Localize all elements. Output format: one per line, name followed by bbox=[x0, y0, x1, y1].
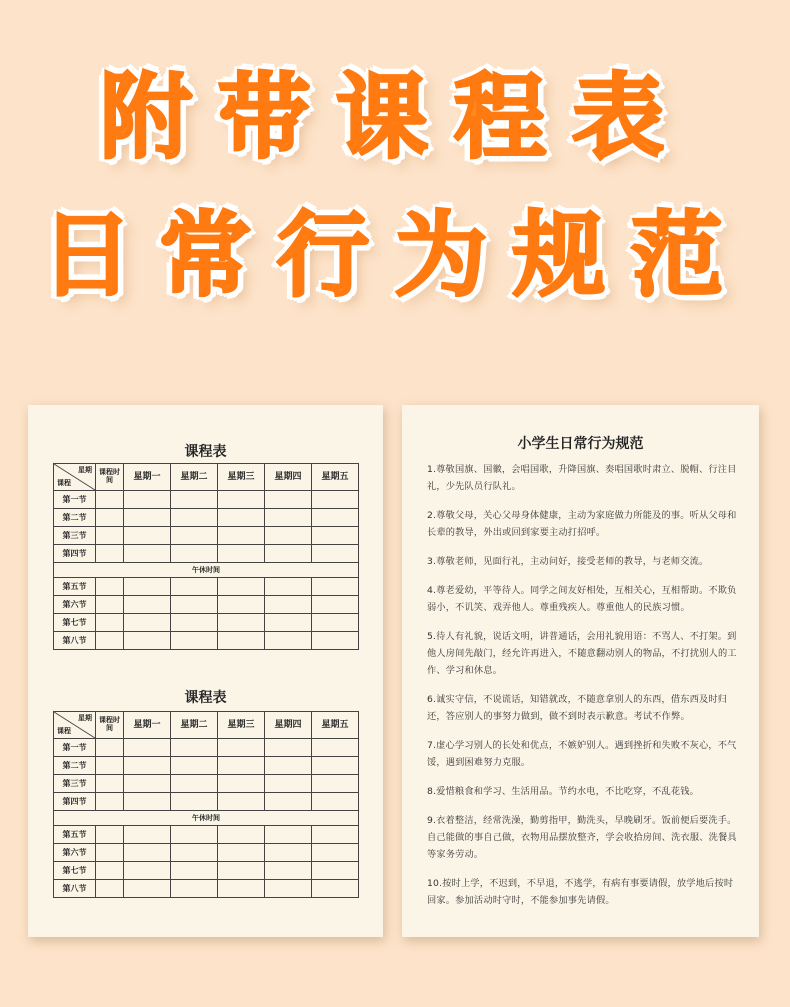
timetable-cell[interactable] bbox=[124, 527, 171, 545]
period-label: 第五节 bbox=[54, 578, 96, 596]
timetable-title: 课程表 bbox=[184, 690, 227, 706]
timetable-cell[interactable] bbox=[96, 739, 124, 757]
day-header: 星期五 bbox=[312, 464, 359, 491]
day-header: 星期三 bbox=[218, 464, 265, 491]
timetable-cell[interactable] bbox=[312, 862, 359, 880]
timetable-cell[interactable] bbox=[218, 739, 265, 757]
table-row bbox=[54, 509, 359, 527]
timetable-cell[interactable] bbox=[312, 826, 359, 844]
timetable-cell[interactable] bbox=[171, 739, 218, 757]
timetable-cell[interactable] bbox=[265, 491, 312, 509]
timetable-cell[interactable] bbox=[171, 757, 218, 775]
timetable-cell[interactable] bbox=[218, 880, 265, 898]
timetable-cell[interactable] bbox=[265, 509, 312, 527]
period-label: 第七节 bbox=[54, 614, 96, 632]
timetable-cell[interactable] bbox=[124, 775, 171, 793]
timetable-cell[interactable] bbox=[265, 596, 312, 614]
day-header: 星期一 bbox=[124, 712, 171, 739]
timetable-cell[interactable] bbox=[218, 844, 265, 862]
timetable-cell[interactable] bbox=[96, 632, 124, 650]
period-label: 第四节 bbox=[54, 545, 96, 563]
timetable-cell[interactable] bbox=[265, 880, 312, 898]
timetable-cell[interactable] bbox=[96, 614, 124, 632]
table-row bbox=[54, 614, 359, 632]
timetable-cell[interactable] bbox=[171, 775, 218, 793]
table-row bbox=[54, 578, 359, 596]
timetable-sheet bbox=[28, 405, 383, 937]
time-column-header: 课程时间 bbox=[96, 712, 124, 739]
timetable-cell[interactable] bbox=[124, 578, 171, 596]
timetable-cell[interactable] bbox=[171, 826, 218, 844]
timetable-cell[interactable] bbox=[218, 775, 265, 793]
day-header: 星期四 bbox=[265, 712, 312, 739]
rule-item: 8.爱惜粮食和学习、生活用品。节约水电，不比吃穿，不乱花钱。 bbox=[427, 786, 700, 797]
timetable-cell[interactable] bbox=[96, 527, 124, 545]
day-header: 星期二 bbox=[171, 712, 218, 739]
timetable-cell[interactable] bbox=[312, 527, 359, 545]
table-row bbox=[54, 739, 359, 757]
timetable-cell[interactable] bbox=[124, 596, 171, 614]
timetable-cell[interactable] bbox=[265, 614, 312, 632]
timetable-cell[interactable] bbox=[96, 844, 124, 862]
timetable-cell[interactable] bbox=[124, 826, 171, 844]
noon-break-row bbox=[54, 563, 359, 578]
timetable-cell[interactable] bbox=[124, 793, 171, 811]
behavior-norms-sheet bbox=[402, 405, 759, 937]
noon-break-label: 午休时间 bbox=[54, 563, 359, 578]
timetable-cell[interactable] bbox=[265, 739, 312, 757]
headline-behavior-norms: 日常行为规范 bbox=[40, 202, 749, 309]
timetable-cell[interactable] bbox=[124, 632, 171, 650]
timetable-cell[interactable] bbox=[312, 793, 359, 811]
timetable-cell[interactable] bbox=[265, 826, 312, 844]
rule-item: 6.诚实守信，不说谎话，知错就改，不随意拿别人的东西，借东西及时归还，答应别人的事努力做到，做不到时表示歉意。考试不作弊。 bbox=[427, 694, 728, 722]
period-label: 第一节 bbox=[54, 491, 96, 509]
period-label: 第八节 bbox=[54, 632, 96, 650]
rule-item: 1.尊敬国旗、国徽，会唱国歌，升降国旗、奏唱国歌时肃立、脱帽、行注目礼，少先队员行队礼。 bbox=[427, 464, 737, 492]
period-label: 第二节 bbox=[54, 509, 96, 527]
timetable-cell[interactable] bbox=[124, 844, 171, 862]
timetable-cell[interactable] bbox=[171, 880, 218, 898]
timetable-cell[interactable] bbox=[312, 509, 359, 527]
period-label: 第三节 bbox=[54, 775, 96, 793]
timetable-grid bbox=[53, 463, 359, 650]
header-row bbox=[54, 712, 359, 739]
timetable-cell[interactable] bbox=[218, 491, 265, 509]
timetable-cell[interactable] bbox=[96, 757, 124, 775]
timetable-cell[interactable] bbox=[218, 527, 265, 545]
timetable-cell[interactable] bbox=[265, 545, 312, 563]
timetable-cell[interactable] bbox=[218, 793, 265, 811]
timetable-cell[interactable] bbox=[124, 614, 171, 632]
rule-item: 7.虚心学习别人的长处和优点，不嫉妒别人。遇到挫折和失败不灰心，不气馁，遇到困难努力克服。 bbox=[427, 740, 737, 768]
table-row bbox=[54, 793, 359, 811]
timetable-cell[interactable] bbox=[171, 614, 218, 632]
table-row bbox=[54, 491, 359, 509]
table-row bbox=[54, 880, 359, 898]
timetable-cell[interactable] bbox=[171, 509, 218, 527]
period-label: 第五节 bbox=[54, 826, 96, 844]
period-label: 第一节 bbox=[54, 739, 96, 757]
timetable-cell[interactable] bbox=[218, 862, 265, 880]
timetable-cell[interactable] bbox=[312, 491, 359, 509]
timetable-cell[interactable] bbox=[124, 509, 171, 527]
rules-list bbox=[427, 461, 739, 921]
rule-item: 4.尊老爱幼，平等待人。同学之间友好相处，互相关心，互相帮助。不欺负弱小，不讥笑、戏弄他人。尊重残疾人。尊重他人的民族习惯。 bbox=[427, 585, 737, 613]
headline-timetable: 附带课程表 bbox=[99, 64, 690, 171]
table-row bbox=[54, 757, 359, 775]
timetable-cell[interactable] bbox=[312, 614, 359, 632]
timetable-cell[interactable] bbox=[312, 757, 359, 775]
timetable-grid bbox=[53, 711, 359, 898]
timetable-cell[interactable] bbox=[96, 880, 124, 898]
timetable-cell[interactable] bbox=[171, 793, 218, 811]
header-row bbox=[54, 464, 359, 491]
timetable-cell[interactable] bbox=[265, 775, 312, 793]
timetable-cell[interactable] bbox=[218, 826, 265, 844]
timetable-cell[interactable] bbox=[265, 844, 312, 862]
timetable-cell[interactable] bbox=[218, 578, 265, 596]
table-row bbox=[54, 775, 359, 793]
noon-break-label: 午休时间 bbox=[54, 811, 359, 826]
timetable-cell[interactable] bbox=[124, 757, 171, 775]
period-label: 第三节 bbox=[54, 527, 96, 545]
timetable-cell[interactable] bbox=[218, 632, 265, 650]
day-header: 星期四 bbox=[265, 464, 312, 491]
timetable-cell[interactable] bbox=[124, 739, 171, 757]
timetable-cell[interactable] bbox=[96, 862, 124, 880]
rule-item: 10.按时上学，不迟到，不早退，不逃学，有病有事要请假，放学地后按时回家。参加活动时守时，不能参加事先请假。 bbox=[427, 878, 734, 906]
timetable-cell[interactable] bbox=[312, 632, 359, 650]
rule-item: 5.待人有礼貌，说话文明，讲普通话，会用礼貌用语：不骂人、不打架。到他人房间先敲门，经允许再进入，不随意翻动别人的物品，不打扰别人的工作、学习和休息。 bbox=[427, 631, 737, 676]
table-row bbox=[54, 632, 359, 650]
period-label: 第七节 bbox=[54, 862, 96, 880]
timetable-cell[interactable] bbox=[218, 545, 265, 563]
timetable-cell[interactable] bbox=[218, 509, 265, 527]
day-header: 星期二 bbox=[171, 464, 218, 491]
timetable-cell[interactable] bbox=[312, 739, 359, 757]
timetable-cell[interactable] bbox=[312, 545, 359, 563]
table-row bbox=[54, 826, 359, 844]
timetable-cell[interactable] bbox=[265, 862, 312, 880]
period-label: 第八节 bbox=[54, 880, 96, 898]
timetable-cell[interactable] bbox=[96, 793, 124, 811]
day-header: 星期三 bbox=[218, 712, 265, 739]
rule-item: 3.尊敬老师，见面行礼，主动问好，接受老师的教导，与老师交流。 bbox=[427, 556, 709, 567]
table-row bbox=[54, 862, 359, 880]
timetable-cell[interactable] bbox=[312, 578, 359, 596]
table-row bbox=[54, 844, 359, 862]
rule-item: 9.衣着整洁，经常洗澡，勤剪指甲，勤洗头，早晚刷牙。饭前便后要洗手。自己能做的事自己做，衣物用品摆放整齐，学会收拾房间、洗衣服、洗餐具等家务劳动。 bbox=[427, 815, 737, 860]
table-row bbox=[54, 545, 359, 563]
timetable-cell[interactable] bbox=[171, 545, 218, 563]
table-row bbox=[54, 527, 359, 545]
corner-cell bbox=[54, 712, 96, 739]
timetable-cell[interactable] bbox=[124, 862, 171, 880]
timetable-cell[interactable] bbox=[124, 880, 171, 898]
timetable-cell[interactable] bbox=[171, 844, 218, 862]
timetable-cell[interactable] bbox=[96, 826, 124, 844]
timetable-cell[interactable] bbox=[96, 596, 124, 614]
timetable-cell[interactable] bbox=[96, 491, 124, 509]
timetable-cell[interactable] bbox=[265, 527, 312, 545]
timetable-cell[interactable] bbox=[312, 775, 359, 793]
timetable-cell[interactable] bbox=[171, 491, 218, 509]
timetable-cell[interactable] bbox=[265, 793, 312, 811]
timetable-cell[interactable] bbox=[124, 491, 171, 509]
rule-item: 2.尊敬父母，关心父母身体健康，主动为家庭做力所能及的事。听从父母和长辈的教导，外出或回到家要主动打招呼。 bbox=[427, 510, 737, 538]
rules-title: 小学生日常行为规范 bbox=[517, 436, 644, 452]
timetable-cell[interactable] bbox=[265, 757, 312, 775]
timetable-cell[interactable] bbox=[96, 775, 124, 793]
day-header: 星期一 bbox=[124, 464, 171, 491]
corner-label-course: 课程 bbox=[57, 727, 71, 735]
time-column-header: 课程时间 bbox=[96, 464, 124, 491]
timetable-cell[interactable] bbox=[312, 596, 359, 614]
timetable-title: 课程表 bbox=[184, 444, 227, 460]
timetable-cell[interactable] bbox=[171, 862, 218, 880]
timetable-cell[interactable] bbox=[218, 596, 265, 614]
timetable-cell[interactable] bbox=[96, 545, 124, 563]
timetable-cell[interactable] bbox=[171, 632, 218, 650]
corner-cell bbox=[54, 464, 96, 491]
timetable-cell[interactable] bbox=[96, 578, 124, 596]
timetable-cell[interactable] bbox=[312, 844, 359, 862]
corner-label-course: 课程 bbox=[57, 479, 71, 487]
table-row bbox=[54, 596, 359, 614]
timetable-cell[interactable] bbox=[265, 578, 312, 596]
timetable-cell[interactable] bbox=[171, 596, 218, 614]
timetable-cell[interactable] bbox=[312, 880, 359, 898]
timetable-cell[interactable] bbox=[96, 509, 124, 527]
timetable-cell[interactable] bbox=[218, 614, 265, 632]
timetable-cell[interactable] bbox=[171, 578, 218, 596]
timetable-cell[interactable] bbox=[265, 632, 312, 650]
timetable-cell[interactable] bbox=[124, 545, 171, 563]
timetable-cell[interactable] bbox=[171, 527, 218, 545]
noon-break-row bbox=[54, 811, 359, 826]
day-header: 星期五 bbox=[312, 712, 359, 739]
corner-label-weekday: 星期 bbox=[78, 714, 92, 722]
period-label: 第四节 bbox=[54, 793, 96, 811]
period-label: 第六节 bbox=[54, 596, 96, 614]
corner-label-weekday: 星期 bbox=[78, 466, 92, 474]
period-label: 第六节 bbox=[54, 844, 96, 862]
timetable-cell[interactable] bbox=[218, 757, 265, 775]
period-label: 第二节 bbox=[54, 757, 96, 775]
